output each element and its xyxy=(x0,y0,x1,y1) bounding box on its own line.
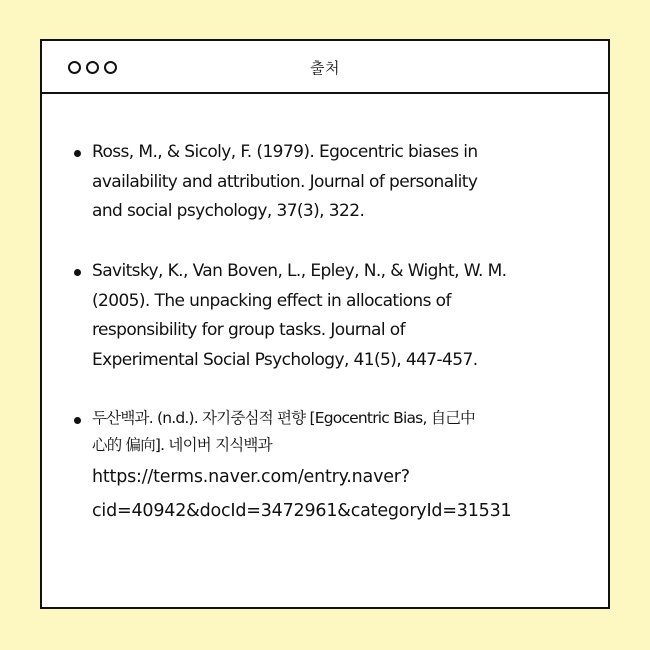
reference-item xyxy=(92,138,572,227)
reference-line: Ross, M., & Sicoly, F. (1979). Egocentric biases in xyxy=(92,142,478,162)
reference-line: Experimental Social Psychology, 41(5), 447-457. xyxy=(92,349,478,370)
reference-line: (2005). The unpacking effect in allocations of xyxy=(92,290,451,311)
reference-url-line[interactable]: https://terms.naver.com/entry.naver? xyxy=(92,467,410,487)
reference-line: 두산백과. (n.d.). 자기중심적 편향 [Egocentric Bias, 自己中 xyxy=(92,409,475,427)
reference-line: availability and attribution. Journal of personality xyxy=(92,171,478,192)
reference-window xyxy=(40,39,610,609)
bullet-icon xyxy=(74,417,81,424)
window-titlebar xyxy=(42,41,608,94)
reference-line: responsibility for group tasks. Journal of xyxy=(92,320,405,340)
reference-line: Savitsky, K., Van Boven, L., Epley, N., & Wight, W. M. xyxy=(92,261,507,281)
reference-item xyxy=(92,257,572,375)
window-title: 출처 xyxy=(310,59,340,77)
reference-item xyxy=(92,405,572,527)
reference-line: and social psychology, 37(3), 322. xyxy=(92,201,365,221)
bullet-icon xyxy=(74,269,81,276)
reference-url-line[interactable]: cid=40942&docId=3472961&categoryId=31531 xyxy=(92,501,512,521)
bullet-icon xyxy=(74,150,81,157)
reference-line: 心的 偏向]. 네이버 지식백과 xyxy=(92,436,272,454)
